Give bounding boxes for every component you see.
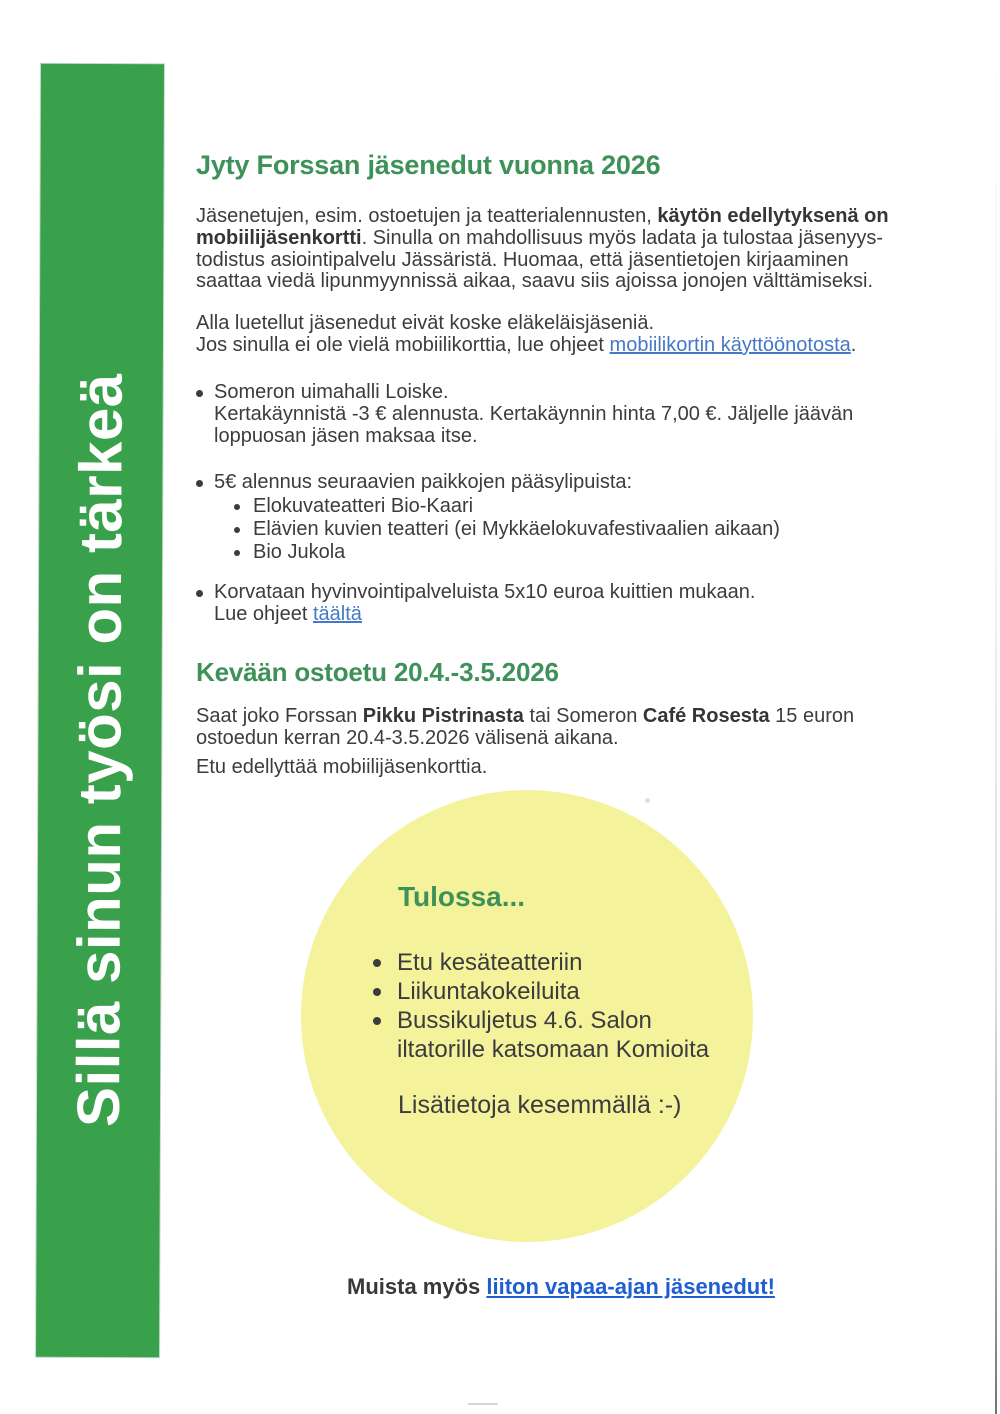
coming-up-list	[373, 948, 709, 1064]
spring-requirement-paragraph	[196, 757, 487, 779]
text-segment-bold: mobiilijäsenkortti	[196, 226, 362, 249]
spring-offer-paragraph	[196, 706, 854, 750]
benefit-item-text	[214, 472, 780, 564]
coming-up-heading: Tulossa...	[398, 881, 526, 912]
spring-line-2: ostoedun kerran 20.4-3.5.2026 välisenä aikana.	[196, 726, 619, 749]
text-segment-bold: Muista myös	[347, 1274, 487, 1299]
intro-line-4: saattaa viedä lipunmyynnissä aikaa, saavu siis ajoissa jonojen välttämiseksi.	[196, 270, 874, 293]
bullet-icon	[234, 527, 240, 533]
benefit-line: Someron uimahalli Loiske.	[214, 381, 449, 403]
text-segment-bold: käytön edellytyksenä on	[657, 205, 889, 227]
scan-artifact-dash	[468, 1403, 498, 1405]
bullet-icon	[234, 504, 240, 510]
note-paragraph	[196, 313, 856, 357]
intro-line-2	[196, 228, 889, 250]
coming-up-item-text: Etu kesäteatteriin	[397, 949, 583, 976]
cinema-sublist	[214, 495, 780, 564]
text-segment-bold: Café Rosesta	[642, 705, 770, 727]
sublist-item-text: Bio Jukola	[253, 540, 346, 563]
mobile-card-instructions-link[interactable]: mobiilikortin käyttöönotosta	[609, 333, 851, 356]
spring-offer-heading: Kevään ostoetu 20.4.-3.5.2026	[196, 657, 559, 687]
text-segment: Jos sinulla ei ole vielä mobiilikorttia, lue ohjeet	[196, 333, 610, 356]
text-segment: Jäsenetujen, esim. ostoetujen ja teatterialennusten,	[196, 205, 658, 227]
bullet-icon	[196, 480, 203, 487]
benefit-item-cinema	[196, 472, 780, 564]
bottom-reminder	[347, 1272, 775, 1302]
union-leisure-benefits-link[interactable]: liiton vapaa-ajan jäsenedut!	[486, 1274, 775, 1299]
benefit-item-text	[214, 382, 853, 447]
text-segment: .	[850, 333, 857, 356]
benefit-item-pool	[196, 382, 853, 447]
spring-line-1	[196, 706, 854, 728]
intro-line-3: todistus asiointipalvelu Jässäristä. Huomaa, että jäsentietojen kirjaaminen	[196, 248, 849, 271]
scan-edge-line	[995, 0, 997, 1414]
wellness-instructions-link[interactable]: täältä	[312, 602, 362, 625]
bullet-icon	[234, 550, 240, 556]
intro-line-1	[196, 206, 889, 228]
sublist-item	[234, 495, 780, 518]
benefit-line: 5€ alennus seuraavien paikkojen pääsylipuista:	[214, 471, 633, 493]
sublist-item	[234, 518, 780, 541]
coming-up-item	[373, 977, 709, 1006]
benefit-line: Korvataan hyvinvointipalveluista 5x10 euroa kuittien mukaan.	[214, 581, 756, 603]
intro-paragraph	[196, 206, 889, 293]
benefit-line	[214, 604, 755, 626]
coming-up-item-text: Liikuntakokeiluita	[397, 978, 580, 1005]
text-segment: tai Someron	[523, 705, 643, 727]
text-segment: Lue ohjeet	[214, 602, 313, 625]
page-title: Jyty Forssan jäsenedut vuonna 2026	[196, 150, 661, 180]
scan-artifact-speck	[645, 798, 650, 803]
coming-up-circle	[301, 790, 753, 1242]
benefit-line: Kertakäynnistä -3 € alennusta. Kertakäynnin hinta 7,00 €. Jäljelle jäävän	[214, 402, 854, 425]
banner-slogan: Sillä sinun työsi on tärkeä	[64, 373, 135, 1128]
sublist-item-text: Elokuvateatteri Bio-Kaari	[253, 494, 474, 517]
note-line-2	[196, 335, 856, 357]
bullet-icon	[373, 959, 381, 967]
benefit-item-text	[214, 582, 755, 626]
benefit-item-wellness	[196, 582, 755, 626]
text-segment: 15 euron	[769, 705, 855, 727]
left-green-banner	[36, 64, 164, 1357]
benefit-line: loppuosan jäsen maksaa itse.	[214, 424, 478, 447]
sublist-item-text: Elävien kuvien teatteri (ei Mykkäelokuvafestivaalien aikaan)	[253, 517, 780, 540]
coming-up-item	[373, 948, 709, 977]
coming-up-item-line: Bussikuljetus 4.6. Salon	[397, 1007, 652, 1034]
coming-up-item-line: iltatorille katsomaan Komioita	[397, 1036, 710, 1063]
bullet-icon	[373, 988, 381, 996]
coming-up-footer: Lisätietoja kesemmällä :-)	[398, 1091, 682, 1119]
spring-requirement-line: Etu edellyttää mobiilijäsenkorttia.	[196, 756, 488, 778]
bullet-icon	[196, 390, 203, 397]
text-segment: . Sinulla on mahdollisuus myös ladata ja tulostaa jäsenyys-	[361, 226, 883, 249]
coming-up-item-text	[397, 1006, 709, 1064]
sublist-item	[234, 541, 780, 564]
bullet-icon	[196, 590, 203, 597]
note-line-1: Alla luetellut jäsenedut eivät koske eläkeläisjäseniä.	[196, 312, 655, 334]
text-segment-bold: Pikku Pistrinasta	[362, 705, 524, 727]
bullet-icon	[373, 1017, 381, 1025]
coming-up-item	[373, 1006, 709, 1064]
text-segment: Saat joko Forssan	[196, 705, 363, 727]
